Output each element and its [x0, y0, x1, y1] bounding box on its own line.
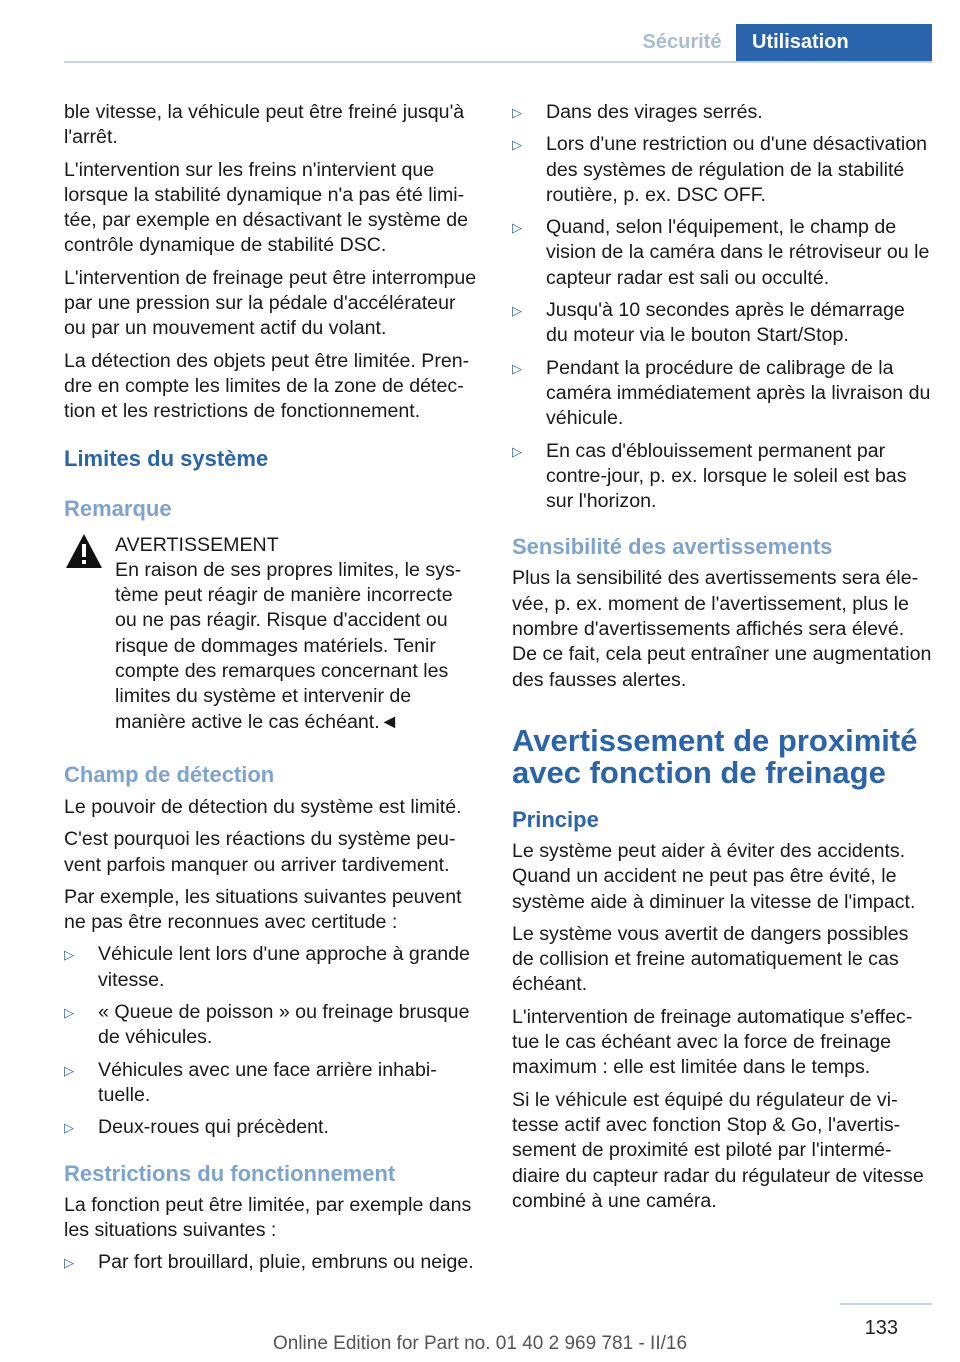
paragraph: C'est pourquoi les réactions du système peuvent parfois manquer ou arriver tardivement. — [64, 828, 456, 876]
triangle-right-icon: ▷ — [64, 947, 74, 963]
paragraph: Plus la sensibilité des avertissements sera élevée, p. ex. moment de l'avertissement, plus le nombre d'avertissements affichés sera élevé. De ce fait, cela peut entraîner une augmentation des fausses alertes. — [512, 567, 932, 691]
paragraph: L'intervention sur les freins n'intervient que lorsque la stabilité dynamique n'a pas été limitée, par exemple en désactivant le système de contrôle dynamique de stabilité DSC. — [64, 158, 469, 257]
header-tab-safety[interactable]: Sécurité — [642, 31, 722, 53]
triangle-right-icon: ▷ — [512, 303, 522, 319]
paragraph: Le pouvoir de détection du système est limité. — [64, 795, 462, 818]
paragraph: L'intervention de freinage automatique s'effectue le cas échéant avec la force de freinage maximum : elle est limitée dans le temps. — [512, 1005, 913, 1079]
list-item: ▷ Véhicules avec une face arrière inhabituelle. — [64, 1058, 437, 1106]
page-number: 133 — [864, 1317, 898, 1339]
heading-warning-sensitivity: Sensibilité des avertissements — [512, 534, 833, 560]
paragraph: L'intervention de freinage peut être interrompue par une pression sur la pédale d'accélérateur ou par un mouvement actif du volant. — [64, 266, 477, 340]
paragraph: La détection des objets peut être limitée. Prendre en compte les limites de la zone de détection et les restrictions de fonctionnement. — [64, 349, 470, 423]
paragraph: La fonction peut être limitée, par exemple dans les situations suivantes : — [64, 1193, 472, 1241]
triangle-right-icon: ▷ — [512, 137, 522, 153]
triangle-right-icon: ▷ — [512, 220, 522, 236]
paragraph: Par exemple, les situations suivantes peuvent ne pas être reconnues avec certitude : — [64, 885, 462, 934]
heading-detection-field: Champ de détection — [64, 761, 275, 787]
header-tab-operation[interactable]: Utilisation — [736, 24, 932, 61]
footer-rule — [840, 1303, 932, 1305]
triangle-right-icon: ▷ — [64, 1062, 74, 1078]
triangle-right-icon: ▷ — [512, 443, 522, 459]
triangle-right-icon: ▷ — [64, 1255, 74, 1271]
heading-principle: Principe — [512, 806, 599, 832]
paragraph: ble vitesse, la véhicule peut être freiné jusqu'à l'arrêt. — [64, 101, 465, 149]
list-item: ▷ Véhicule lent lors d'une approche à grande vitesse. — [64, 943, 470, 991]
list-item: ▷ Quand, selon l'équipement, le champ de vision de la caméra dans le rétroviseur ou le capteur radar est sali ou occulté. — [512, 216, 930, 289]
warning-title: AVERTISSEMENT — [115, 533, 279, 556]
triangle-right-icon: ▷ — [64, 1120, 74, 1136]
list-item: ▷ Lors d'une restriction ou d'une désactivation des systèmes de régulation de la stabilité routière, p. ex. DSC OFF. — [512, 133, 928, 206]
list-item: ▷ Jusqu'à 10 secondes après le démarrage du moteur via le bouton Start/Stop. — [512, 299, 905, 347]
list-restrictions — [64, 1250, 478, 1275]
footer-edition: Online Edition for Part no. 01 40 2 969 781 - II/16 — [272, 1333, 688, 1354]
list-item: ▷ Pendant la procédure de calibrage de la caméra immédiatement après la livraison du véhicule. — [512, 356, 931, 430]
paragraph: Le système peut aider à éviter des accidents. Quand un accident ne peut pas être évité, le système aide à diminuer la vitesse de l'impact. — [512, 839, 916, 913]
header-rule — [64, 61, 932, 63]
list-restrictions-continued — [512, 100, 932, 514]
heading-system-limits: Limites du système — [64, 445, 269, 471]
left-column — [64, 100, 478, 1282]
list-item: ▷ Deux-roues qui précèdent. — [64, 1115, 478, 1140]
heading-proximity-warning: Avertissement de proximité avec fonction de freinage — [512, 722, 918, 790]
warning-text: En raison de ses propres limites, le système peut réagir de manière incorrecte ou ne pas réagir. Risque d'accident ou risque de dommages matériels. Tenir compte des remarques concernant les limites du système et intervenir de manière active le cas échéant.◄ — [115, 558, 462, 733]
heading-remark: Remarque — [64, 495, 172, 521]
heading-restrictions: Restrictions du fonctionnement — [64, 1160, 396, 1186]
list-item: ▷ Par fort brouillard, pluie, embruns ou neige. — [64, 1250, 478, 1275]
warning-triangle-icon — [64, 532, 104, 570]
paragraph: Si le véhicule est équipé du régulateur de vitesse actif avec fonction Stop & Go, l'avertissement de proximité est piloté par l'intermédiaire du capteur radar du régulateur de vitesse combiné à une caméra. — [512, 1088, 924, 1212]
triangle-right-icon: ▷ — [512, 105, 522, 120]
right-column — [512, 100, 932, 1221]
list-item: ▷ En cas d'éblouissement permanent par contre-jour, p. ex. lorsque le soleil est bas sur l'horizon. — [512, 439, 907, 513]
list-item: ▷ « Queue de poisson » ou freinage brusque de véhicules. — [64, 1001, 470, 1049]
triangle-right-icon: ▷ — [512, 360, 522, 376]
warning-box — [64, 533, 478, 735]
paragraph: Le système vous avertit de dangers possibles de collision et freine automatiquement le cas échéant. — [512, 922, 909, 996]
list-situations — [64, 942, 478, 1140]
triangle-right-icon: ▷ — [64, 1005, 74, 1021]
list-item: ▷ Dans des virages serrés. — [512, 100, 932, 125]
